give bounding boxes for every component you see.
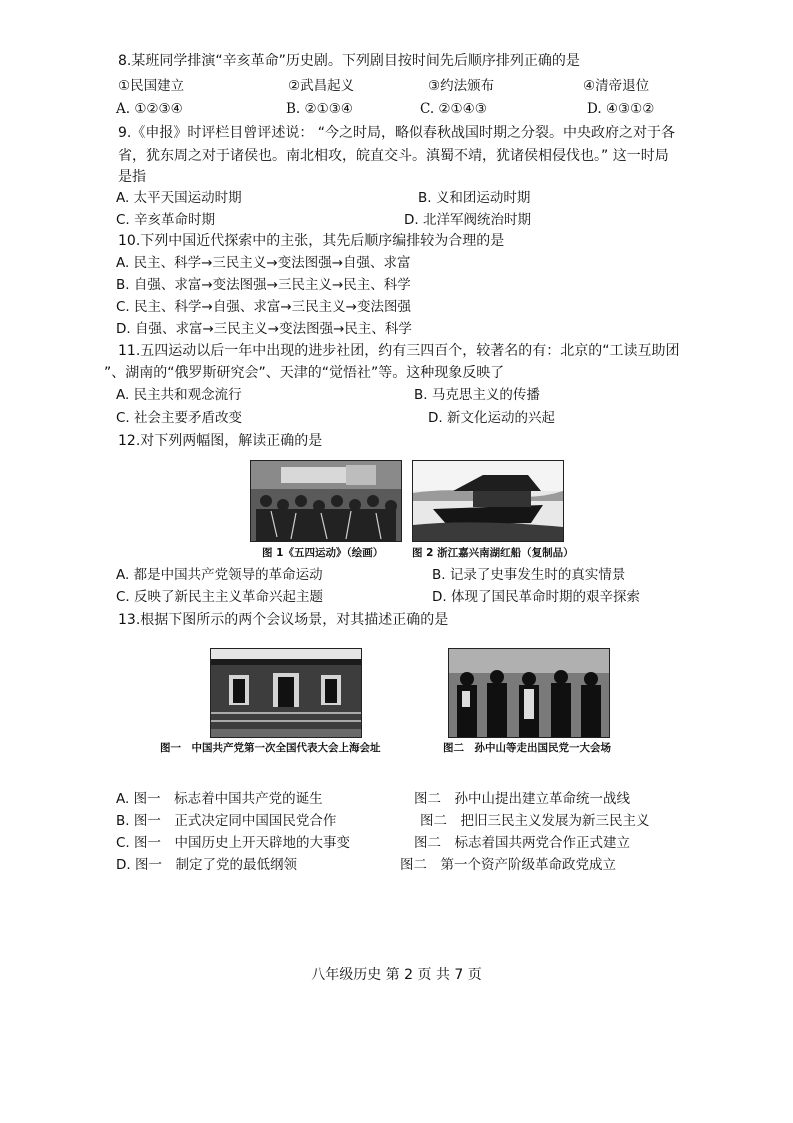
q13-option-d-left[interactable]: D. 图一 制定了党的最低纲领 — [116, 857, 297, 873]
q12-option-a[interactable]: A. 都是中国共产党领导的革命运动 — [116, 567, 323, 583]
q12-stem: 12.对下列两幅图，解读正确的是 — [118, 433, 323, 449]
q13-option-c-right: 图二 标志着国共两党合作正式建立 — [414, 835, 630, 851]
q13-fig2-caption: 图二 孙中山等走出国民党一大会场 — [443, 742, 611, 754]
q13-fig1-caption: 图一 中国共产党第一次全国代表大会上海会址 — [160, 742, 381, 754]
q12-fig1-caption: 图 1《五四运动》（绘画） — [262, 547, 384, 559]
q9-stem-line-2: 省，犹东周之对于诸侯也。南北相攻，皖直交斗。滇蜀不靖，犹诸侯相侵伐也。” 这一时局 — [118, 148, 669, 164]
q11-option-a[interactable]: A. 民主共和观念流行 — [116, 387, 242, 403]
q10-option-d[interactable]: D. 自强、求富→三民主义→变法图强→民主、科学 — [116, 321, 412, 337]
q11-option-d[interactable]: D. 新文化运动的兴起 — [428, 410, 555, 426]
q8-stem: 8.某班同学排演“辛亥革命”历史剧。下列剧目按时间先后顺序排列正确的是 — [118, 53, 580, 69]
cpc-first-congress-site-image — [210, 648, 362, 738]
q8-option-a[interactable]: A. ①②③④ — [116, 101, 183, 117]
q12-option-d[interactable]: D. 体现了国民革命时期的艰辛探索 — [432, 589, 640, 605]
q13-option-b-left[interactable]: B. 图一 正式决定同中国国民党合作 — [116, 813, 337, 829]
q11-stem-line-2: ”、湖南的“俄罗斯研究会”、天津的“觉悟社”等。这种现象反映了 — [104, 365, 505, 381]
q8-item-4: ④清帝退位 — [583, 78, 650, 94]
q10-option-a[interactable]: A. 民主、科学→三民主义→变法图强→自强、求富 — [116, 255, 411, 271]
q9-option-b[interactable]: B. 义和团运动时期 — [418, 190, 531, 206]
q13-option-c-left[interactable]: C. 图一 中国历史上开天辟地的大事变 — [116, 835, 351, 851]
q13-option-b-right: 图二 把旧三民主义发展为新三民主义 — [420, 813, 650, 829]
q8-item-3: ③约法颁布 — [428, 78, 495, 94]
q9-option-a[interactable]: A. 太平天国运动时期 — [116, 190, 242, 206]
q11-option-b[interactable]: B. 马克思主义的传播 — [414, 387, 540, 403]
q10-option-b[interactable]: B. 自强、求富→变法图强→三民主义→民主、科学 — [116, 277, 411, 293]
q10-stem: 10.下列中国近代探索中的主张，其先后顺序编排较为合理的是 — [118, 233, 505, 249]
q9-option-d[interactable]: D. 北洋军阀统治时期 — [404, 212, 531, 228]
q11-stem-line-1: 11.五四运动以后一年中出现的进步社团，约有三四百个，较著名的有：北京的“工读互助团 — [118, 343, 680, 359]
q13-option-d-right: 图二 第一个资产阶级革命政党成立 — [400, 857, 616, 873]
q8-option-b[interactable]: B. ②①③④ — [286, 101, 353, 117]
q12-option-c[interactable]: C. 反映了新民主主义革命兴起主题 — [116, 589, 324, 605]
kmt-first-congress-image — [448, 648, 610, 738]
q13-stem: 13.根据下图所示的两个会议场景，对其描述正确的是 — [118, 612, 449, 628]
page-footer: 八年级历史 第 2 页 共 7 页 — [311, 967, 482, 983]
q12-fig2-caption: 图 2 浙江嘉兴南湖红船（复制品） — [412, 547, 574, 559]
q8-item-2: ②武昌起义 — [288, 78, 355, 94]
q9-option-c[interactable]: C. 辛亥革命时期 — [116, 212, 216, 228]
jiaxing-red-boat-image — [412, 460, 564, 542]
q13-option-a-left[interactable]: A. 图一 标志着中国共产党的诞生 — [116, 791, 323, 807]
q8-option-d[interactable]: D. ④③①② — [587, 101, 655, 117]
q13-option-a-right: 图二 孙中山提出建立革命统一战线 — [414, 791, 630, 807]
q8-item-1: ①民国建立 — [118, 78, 185, 94]
q10-option-c[interactable]: C. 民主、科学→自强、求富→三民主义→变法图强 — [116, 299, 411, 315]
q12-option-b[interactable]: B. 记录了史事发生时的真实情景 — [432, 567, 626, 583]
q9-stem-line-3: 是指 — [118, 169, 146, 185]
q8-option-c[interactable]: C. ②①④③ — [420, 101, 487, 117]
q9-stem-line-1: 9.《申报》时评栏目曾评述说： “今之时局，略似春秋战国时期之分裂。中央政府之对于各 — [118, 125, 676, 141]
may-fourth-painting-image — [250, 460, 402, 542]
q11-option-c[interactable]: C. 社会主要矛盾改变 — [116, 410, 243, 426]
